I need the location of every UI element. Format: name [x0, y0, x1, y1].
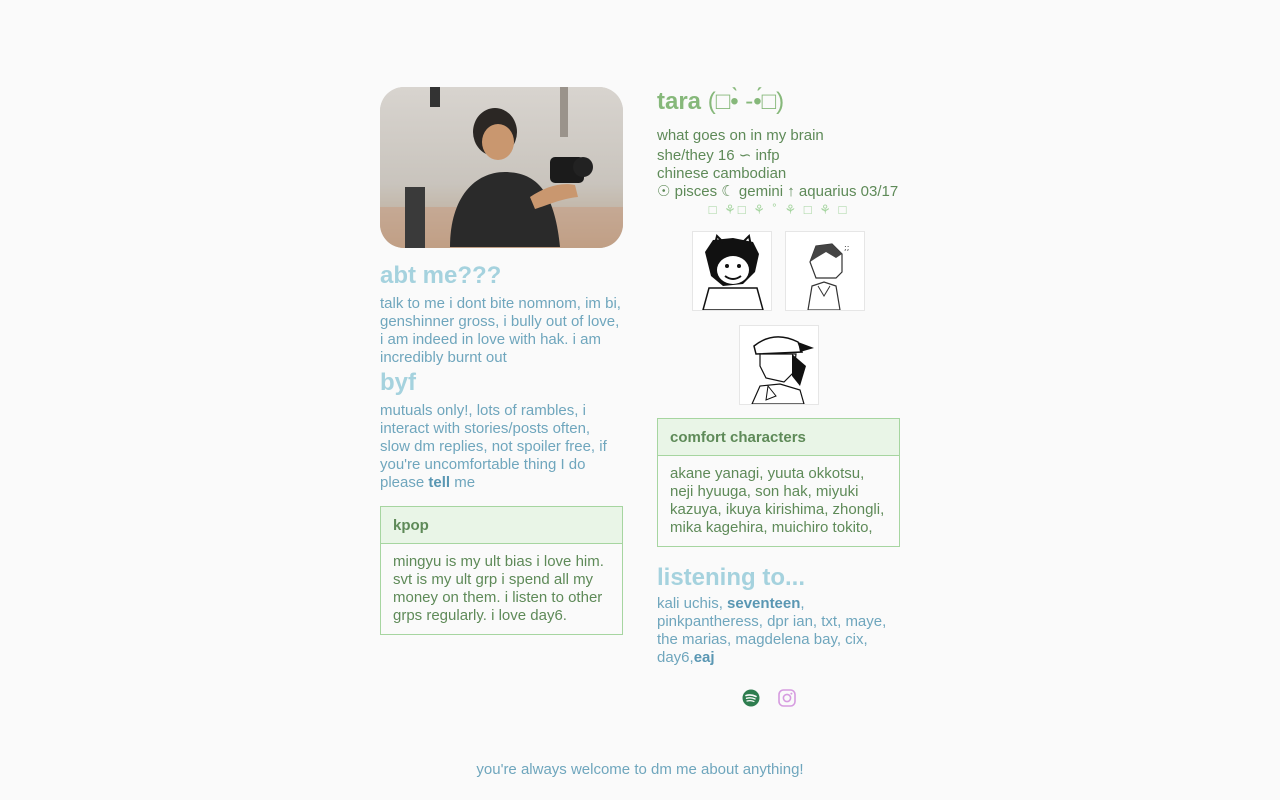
left-column: [380, 87, 623, 635]
comfort-body: akane yanagi, yuuta okkotsu, neji hyuuga, son hak, miyuki kazuya, ikuya kirishima, zhongli, mika kagehira, muichiro tokito,: [670, 465, 885, 536]
byf-text: [380, 402, 623, 492]
listening-title: listening to...: [657, 564, 805, 591]
kaomoji: (□•̀ -•́□): [707, 88, 785, 115]
name-text: tara: [657, 88, 702, 115]
kpop-box: [380, 506, 623, 635]
footer-text: you're always welcome to dm me about anything!: [476, 761, 804, 778]
svg-text:;;: ;;: [844, 243, 850, 252]
byf-text-before: mutuals only!, lots of rambles, i interact with stories/posts often, slow dm replies, not spoiler free, if you're uncomfortable thing I do please: [380, 402, 607, 491]
spotify-icon[interactable]: [742, 689, 760, 707]
profile-info: [657, 127, 900, 201]
right-column: [657, 87, 900, 707]
kpop-header: kpop: [381, 507, 622, 544]
listening-text: [657, 595, 900, 667]
kpop-body: mingyu is my ult bias i love him. svt is my ult grp i spend all my money on them. i listen to other grps regularly. i love day6.: [393, 553, 604, 624]
byf-text-after: me: [450, 474, 476, 491]
comfort-header: comfort characters: [658, 419, 899, 456]
profile-photo: [380, 87, 623, 248]
social-icons: [637, 689, 900, 707]
about-title: abt me???: [380, 262, 502, 289]
profile-name: [657, 87, 900, 117]
astro-line: ☉ pisces ☾ gemini ↑ aquarius 03/17: [657, 183, 899, 200]
manga-image-3: [739, 325, 819, 405]
instagram-icon[interactable]: [778, 689, 796, 707]
about-text: talk to me i dont bite nomnom, im bi, genshinner gross, i bully out of love, i am indeed in love with hak. i am incredibly burnt out: [380, 295, 621, 366]
listening-part2: , pinkpantheress, dpr ian, txt, maye, the marias, magdelena bay, cix, day6,: [657, 595, 887, 666]
decoration-line: □ ⚘□ ⚘ ˚ ⚘ □ ⚘ □: [708, 202, 849, 217]
ethnicity-line: chinese cambodian: [657, 165, 787, 182]
listening-part1: kali uchis,: [657, 595, 728, 612]
pronouns-line: she/they 16 ∽ infp: [657, 147, 780, 164]
manga-image-1: [692, 231, 772, 311]
byf-title: byf: [380, 369, 416, 396]
tagline: what goes on in my brain: [657, 127, 824, 144]
byf-bold: tell: [428, 474, 451, 491]
manga-row-2: [657, 325, 900, 405]
comfort-box: [657, 418, 900, 547]
manga-image-2: [785, 231, 865, 311]
manga-row: [657, 231, 900, 311]
listening-bold1: seventeen: [727, 595, 801, 612]
listening-bold2: eaj: [693, 649, 715, 666]
